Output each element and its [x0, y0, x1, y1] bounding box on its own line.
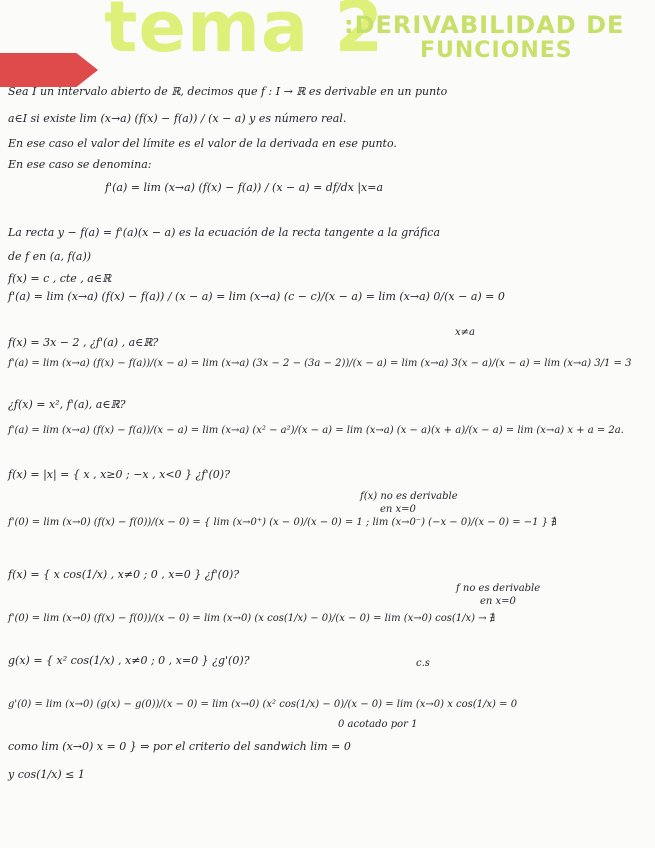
formula-line: f'(a) = lim (x→a) (f(x) − f(a))/(x − a) = lim (x→a) (3x − 2 − (3a − 2))/(x − a) = lim (x→a) 3(x − a)/(x − a) = lim (x→a) 3/1 = 3: [8, 358, 632, 369]
no-derivable-note-sub: en x=0: [480, 596, 516, 607]
page-subtitle-line2: FUNCIONES: [420, 38, 573, 63]
note-line: y cos(1/x) ≤ 1: [8, 768, 85, 781]
formula-line: g(x) = { x² cos(1/x) , x≠0 ; 0 , x=0 } ¿g'(0)?: [8, 654, 250, 667]
formula-line: f'(0) = lim (x→0) (f(x) − f(0))/(x − 0) = { lim (x→0⁺) (x − 0)/(x − 0) = 1 ; lim (x→0⁻) (−x − 0)/(x − 0) = −1 } ∄: [8, 517, 557, 528]
formula-line: f(x) = c , cte , a∈ℝ: [8, 272, 112, 285]
formula-line: g'(0) = lim (x→0) (g(x) − g(0))/(x − 0) = lim (x→0) (x² cos(1/x) − 0)/(x − 0) = lim (x→0) x cos(1/x) = 0: [8, 699, 518, 710]
formula-line: f(x) = { x cos(1/x) , x≠0 ; 0 , x=0 } ¿f'(0)?: [8, 568, 240, 581]
formula-line: f(x) = |x| = { x , x≥0 ; −x , x<0 } ¿f'(0)?: [8, 468, 230, 481]
page-subtitle-line1: :DERIVABILIDAD DE: [344, 11, 625, 39]
formula-line: f'(a) = lim (x→a) (f(x) − f(a)) / (x − a) = lim (x→a) (c − c)/(x − a) = lim (x→a) 0/(x − a) = 0: [8, 290, 505, 303]
formula-line: f'(0) = lim (x→0) (f(x) − f(0))/(x − 0) = lim (x→0) (x cos(1/x) − 0)/(x − 0) = lim (x→0) cos(1/x) → ∄: [8, 613, 496, 624]
page-title: tema 2: [104, 0, 385, 68]
red-tab-marker: [0, 53, 98, 87]
note-line: La recta y − f(a) = f'(a)(x − a) es la ecuación de la recta tangente a la gráfica: [8, 226, 441, 239]
formula-line: f'(a) = lim (x→a) (f(x) − f(a))/(x − a) = lim (x→a) (x² − a²)/(x − a) = lim (x→a) (x − a)(x + a)/(x − a) = lim (x→a) x + a = 2a.: [8, 425, 624, 436]
note-line: a∈I si existe lim (x→a) (f(x) − f(a)) / (x − a) y es número real.: [8, 112, 347, 125]
note-line: En ese caso el valor del límite es el valor de la derivada en ese punto.: [8, 137, 397, 150]
x-neq-a-note: x≠a: [455, 327, 475, 338]
no-derivable-note: f(x) no es derivable: [360, 491, 458, 502]
formula-line: ¿f(x) = x², f'(a), a∈ℝ?: [8, 398, 126, 411]
cs-note: c.s: [416, 658, 430, 669]
formula-line: f'(a) = lim (x→a) (f(x) − f(a)) / (x − a) = df/dx |x=a: [105, 181, 384, 194]
formula-line: f(x) = 3x − 2 , ¿f'(a) , a∈ℝ?: [8, 336, 159, 349]
no-derivable-note-sub: en x=0: [380, 504, 416, 515]
note-line: como lim (x→0) x = 0 } ⇒ por el criterio del sandwich lim = 0: [8, 740, 351, 753]
bounded-note: 0 acotado por 1: [338, 719, 418, 730]
note-line: de f en (a, f(a)): [8, 250, 92, 263]
no-derivable-note: f no es derivable: [456, 583, 541, 594]
note-line: Sea I un intervalo abierto de ℝ, decimos que f : I → ℝ es derivable en un punto: [8, 85, 448, 98]
note-line: En ese caso se denomina:: [8, 158, 152, 171]
